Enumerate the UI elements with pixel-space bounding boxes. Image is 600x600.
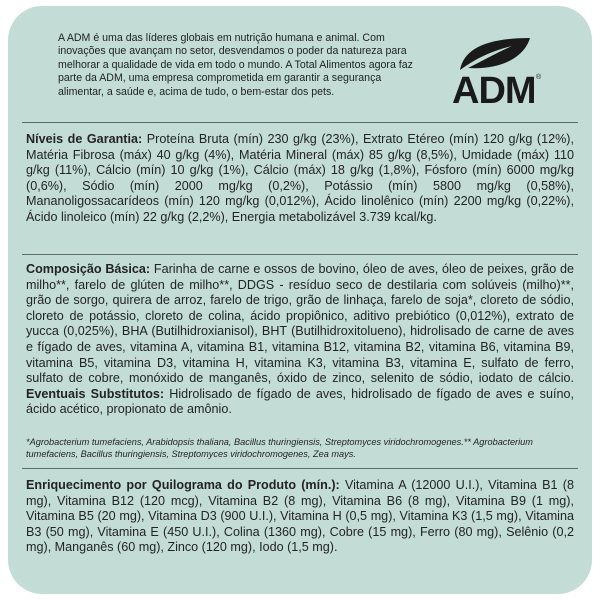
guarantee-heading: Níveis de Garantia: (26, 132, 143, 146)
enrichment-text: Vitamina A (12000 U.I.), Vitamina B1 (8 mg), Vitamina B12 (120 mcg), Vitamina B2 (8 mg), Vitamina B6 (8 mg), Vitamina B9 (1 mg), Vitamina B5 (20 mg), Vitamina D3 (900 U.I.), Vitamina H (0,5 mg), Vitamina K3 (1,5 mg), Vitamina B3 (50 mg), Vitamina E (450 U.I.), Colina (1360 mg), Cobre (15 mg), Ferro (80 mg), Selênio (0,2 mg), Manganês (60 mg), Zinco (120 mg), Iodo (1,5 mg). (26, 478, 574, 555)
guarantee-section (26, 132, 574, 226)
composition-section (26, 262, 574, 418)
composition-heading: Composição Básica: (26, 262, 151, 276)
intro-paragraph: A ADM é uma das líderes globais em nutrição humana e animal. Com inovações que avançam no setor, desvendamos o poder da natureza para melhorar a qualidade de vida em todo o mundo. A Total Alimentos agora faz parte da ADM, uma empresa comprometida em garantir a segurança alimentar, a saúde e, acima de tudo, o bem-estar dos pets. (58, 32, 413, 98)
divider-3 (22, 468, 578, 469)
adm-logo (440, 36, 550, 112)
enrichment-heading: Enriquecimento por Quilograma do Produto (mín.): (26, 478, 340, 492)
composition-text: Farinha de carne e ossos de bovino, óleo de aves, óleo de peixes, grão de milho**, farelo de glúten de milho**, DDGS - resíduo seco de destilaria com solúveis (milho)**, grão de sorgo, quirera de arroz, farelo de trigo, grão de linhaça, farelo de soja*, cloreto de sódio, cloreto de potássio, cloreto de colina, ácido propiônico, aditivo prebiótico (0,012%), extrato de yucca (0,025%), BHA (Butilhidroxianisol), BHT (Butilhidroxitolueno), hidrolisado de carne de aves e fígado de aves, vitamina A, vitamina B1, vitamina B12, vitamina B2, vitamina B6, vitamina B9, vitamina B5, vitamina D3, vitamina H, vitamina K3, vitamina B3, vitamina E, sulfato de ferro, sulfato de cobre, monóxido de manganês, óxido de zinco, selenito de sódio, iodato de cálcio. (26, 262, 574, 386)
brand-name: ADM (452, 70, 536, 112)
divider-1 (22, 122, 578, 123)
divider-2 (22, 254, 578, 255)
substitutes-text: Hidrolisado de fígado de aves, hidrolisado de fígado de aves e suíno, ácido acético, propionato de amônio. (26, 386, 574, 417)
substitutes-heading: Eventuais Substitutos: (26, 386, 165, 401)
label-panel (8, 6, 592, 594)
species-footnote: *Agrobacterium tumefaciens, Arabidopsis thaliana, Bacillus thuringiensis, Streptomyces viridochromogenes.** Agrobacterium tumefaciens, Bacillus thuringiensis, Streptomyces viridochromogenes, Zea mays. (26, 437, 533, 460)
leaf-icon (454, 36, 534, 72)
registered-mark: ® (536, 74, 542, 81)
enrichment-section (26, 478, 574, 556)
guarantee-text: Proteína Bruta (mín) 230 g/kg (23%), Extrato Etéreo (mín) 120 g/kg (12%), Matéria Fibrosa (máx) 40 g/kg (4%), Matéria Mineral (máx) 85 g/kg (8,5%), Umidade (máx) 110 g/kg (11%), Cálcio (mín) 10 g/kg (1%), Cálcio (máx) 18 g/kg (1,8%), Fósforo (mín) 6000 mg/kg (0,6%), Sódio (mín) 2000 mg/kg (0,2%), Potássio (mín) 5800 mg/kg (0,58%), Mananoligossacarídeos (mín) 120 mg/kg (0,012%), Ácido linolênico (mín) 2200 mg/kg (0,22%), Ácido linoleico (mín) 22 g/kg (2,2%), Energia metabolizável 3.739 kcal/kg. (26, 132, 575, 224)
